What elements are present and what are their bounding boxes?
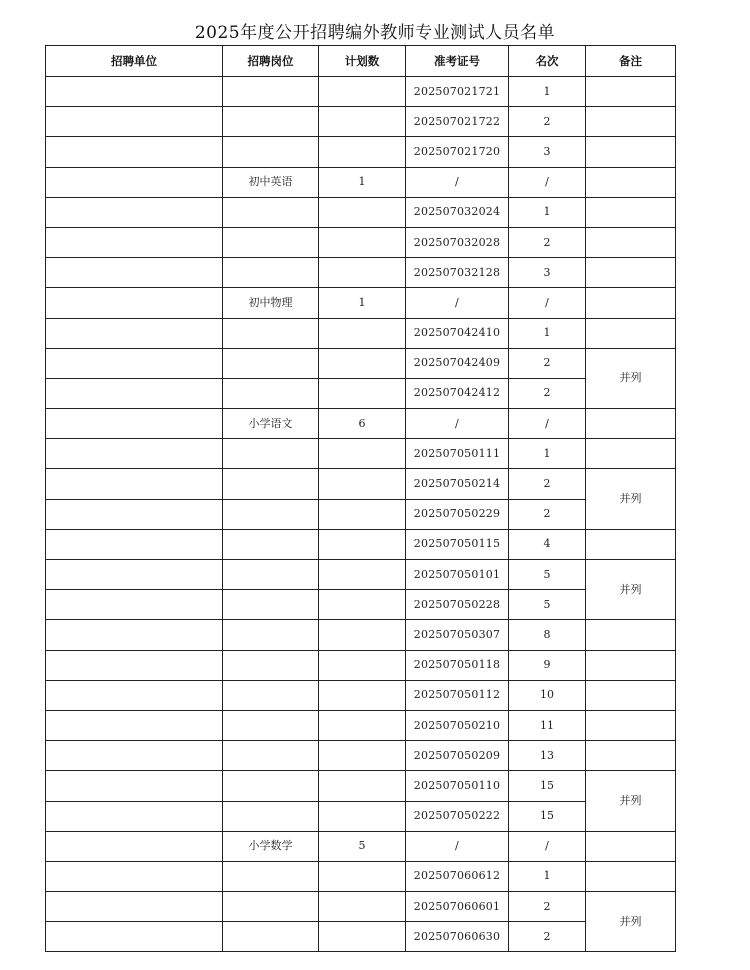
table-row [46, 560, 676, 590]
cell-post [223, 741, 319, 771]
header-remark: 备注 [586, 46, 676, 77]
cell-post [223, 499, 319, 529]
cell-ticket: 202507060601 [406, 892, 509, 922]
cell-unit [46, 409, 223, 439]
cell-plan [319, 469, 406, 499]
cell-plan [319, 650, 406, 680]
cell-plan [319, 137, 406, 167]
cell-post: 初中物理 [223, 288, 319, 318]
cell-ticket: 202507050214 [406, 469, 509, 499]
cell-remark [586, 107, 676, 137]
cell-rank: 2 [509, 499, 586, 529]
cell-remark [586, 197, 676, 227]
cell-remark [586, 529, 676, 559]
cell-rank: 9 [509, 650, 586, 680]
cell-rank: 2 [509, 227, 586, 257]
cell-rank: 2 [509, 348, 586, 378]
cell-ticket: 202507032128 [406, 258, 509, 288]
cell-rank: 2 [509, 922, 586, 952]
cell-unit [46, 801, 223, 831]
cell-rank: 2 [509, 107, 586, 137]
cell-post [223, 227, 319, 257]
cell-rank: 2 [509, 378, 586, 408]
table-row [46, 197, 676, 227]
cell-plan [319, 107, 406, 137]
cell-rank: 10 [509, 680, 586, 710]
table-header-row [46, 46, 676, 77]
cell-rank: 5 [509, 560, 586, 590]
cell-unit [46, 318, 223, 348]
cell-plan [319, 771, 406, 801]
cell-ticket: 202507042409 [406, 348, 509, 378]
cell-plan: 5 [319, 831, 406, 861]
cell-rank: 15 [509, 801, 586, 831]
header-plan: 计划数 [319, 46, 406, 77]
cell-post: 小学数学 [223, 831, 319, 861]
cell-post [223, 560, 319, 590]
cell-remark [586, 227, 676, 257]
cell-rank: 1 [509, 77, 586, 107]
cell-rank: 2 [509, 469, 586, 499]
cell-ticket: 202507050210 [406, 710, 509, 740]
cell-post [223, 378, 319, 408]
cell-rank: / [509, 167, 586, 197]
table-row [46, 892, 676, 922]
cell-post [223, 107, 319, 137]
cell-plan [319, 680, 406, 710]
cell-rank: 2 [509, 892, 586, 922]
cell-ticket: / [406, 288, 509, 318]
table-row [46, 620, 676, 650]
cell-plan [319, 801, 406, 831]
cell-remark: 并列 [586, 469, 676, 529]
table-row [46, 77, 676, 107]
table-row [46, 288, 676, 318]
cell-ticket: 202507060630 [406, 922, 509, 952]
cell-ticket: 202507032028 [406, 227, 509, 257]
table-row [46, 318, 676, 348]
cell-ticket: 202507060612 [406, 861, 509, 891]
cell-post [223, 469, 319, 499]
cell-rank: / [509, 409, 586, 439]
cell-rank: 3 [509, 258, 586, 288]
cell-plan [319, 892, 406, 922]
candidate-table [45, 45, 676, 952]
cell-ticket: 202507021720 [406, 137, 509, 167]
table-row [46, 529, 676, 559]
cell-ticket: 202507042412 [406, 378, 509, 408]
cell-plan: 1 [319, 167, 406, 197]
cell-remark [586, 318, 676, 348]
cell-post [223, 861, 319, 891]
cell-post [223, 197, 319, 227]
table-row [46, 590, 676, 620]
cell-plan [319, 922, 406, 952]
cell-rank: 1 [509, 439, 586, 469]
cell-plan [319, 77, 406, 107]
cell-ticket: 202507050229 [406, 499, 509, 529]
cell-ticket: 202507050118 [406, 650, 509, 680]
table-row [46, 409, 676, 439]
cell-unit [46, 892, 223, 922]
cell-remark [586, 439, 676, 469]
cell-ticket: 202507050222 [406, 801, 509, 831]
table-row [46, 469, 676, 499]
cell-unit [46, 922, 223, 952]
table-row [46, 107, 676, 137]
cell-post [223, 529, 319, 559]
cell-remark [586, 77, 676, 107]
cell-unit [46, 771, 223, 801]
table-row [46, 348, 676, 378]
cell-rank: 11 [509, 710, 586, 740]
cell-post [223, 771, 319, 801]
cell-unit [46, 107, 223, 137]
cell-post [223, 922, 319, 952]
cell-post [223, 680, 319, 710]
cell-remark [586, 137, 676, 167]
cell-unit [46, 590, 223, 620]
cell-unit [46, 741, 223, 771]
table-row [46, 831, 676, 861]
cell-post [223, 439, 319, 469]
cell-plan [319, 710, 406, 740]
table-row [46, 771, 676, 801]
cell-unit [46, 499, 223, 529]
cell-unit [46, 137, 223, 167]
cell-unit [46, 710, 223, 740]
cell-remark: 并列 [586, 348, 676, 408]
cell-rank: 1 [509, 197, 586, 227]
header-unit: 招聘单位 [46, 46, 223, 77]
table-row [46, 710, 676, 740]
header-rank: 名次 [509, 46, 586, 77]
cell-post [223, 892, 319, 922]
cell-plan [319, 318, 406, 348]
table-row [46, 801, 676, 831]
table-row [46, 499, 676, 529]
cell-post [223, 710, 319, 740]
table-row [46, 861, 676, 891]
cell-post [223, 77, 319, 107]
cell-ticket: 202507050101 [406, 560, 509, 590]
cell-remark [586, 620, 676, 650]
cell-ticket: / [406, 831, 509, 861]
cell-post [223, 258, 319, 288]
cell-plan [319, 861, 406, 891]
cell-remark [586, 409, 676, 439]
cell-unit [46, 680, 223, 710]
cell-ticket: 202507021722 [406, 107, 509, 137]
cell-rank: 5 [509, 590, 586, 620]
cell-remark: 并列 [586, 892, 676, 952]
cell-plan [319, 197, 406, 227]
table-row [46, 922, 676, 952]
cell-plan: 6 [319, 409, 406, 439]
cell-unit [46, 288, 223, 318]
cell-ticket: 202507050115 [406, 529, 509, 559]
cell-remark [586, 650, 676, 680]
table-row [46, 258, 676, 288]
cell-plan [319, 439, 406, 469]
cell-plan [319, 258, 406, 288]
cell-remark: 并列 [586, 771, 676, 831]
cell-remark [586, 861, 676, 891]
cell-ticket: 202507050112 [406, 680, 509, 710]
cell-remark [586, 680, 676, 710]
cell-unit [46, 861, 223, 891]
cell-unit [46, 77, 223, 107]
cell-unit [46, 227, 223, 257]
cell-unit [46, 378, 223, 408]
cell-ticket: 202507050228 [406, 590, 509, 620]
cell-ticket: 202507042410 [406, 318, 509, 348]
cell-post: 小学语文 [223, 409, 319, 439]
cell-unit [46, 348, 223, 378]
cell-remark [586, 258, 676, 288]
cell-ticket: 202507050209 [406, 741, 509, 771]
header-post: 招聘岗位 [223, 46, 319, 77]
table-row [46, 378, 676, 408]
cell-plan [319, 348, 406, 378]
cell-unit [46, 560, 223, 590]
cell-ticket: 202507032024 [406, 197, 509, 227]
cell-ticket: / [406, 409, 509, 439]
cell-remark: 并列 [586, 560, 676, 620]
table-row [46, 137, 676, 167]
table-row [46, 650, 676, 680]
cell-plan [319, 378, 406, 408]
cell-rank: 8 [509, 620, 586, 650]
cell-post [223, 620, 319, 650]
header-ticket: 准考证号 [406, 46, 509, 77]
cell-remark [586, 167, 676, 197]
cell-plan: 1 [319, 288, 406, 318]
cell-rank: 13 [509, 741, 586, 771]
cell-unit [46, 439, 223, 469]
cell-unit [46, 197, 223, 227]
cell-plan [319, 227, 406, 257]
cell-unit [46, 620, 223, 650]
table-row [46, 680, 676, 710]
cell-unit [46, 831, 223, 861]
cell-post: 初中英语 [223, 167, 319, 197]
cell-plan [319, 499, 406, 529]
cell-unit [46, 469, 223, 499]
cell-remark [586, 741, 676, 771]
table-row [46, 439, 676, 469]
cell-plan [319, 529, 406, 559]
cell-post [223, 650, 319, 680]
cell-rank: 15 [509, 771, 586, 801]
table-row [46, 167, 676, 197]
cell-ticket: 202507050307 [406, 620, 509, 650]
cell-unit [46, 650, 223, 680]
cell-unit [46, 167, 223, 197]
cell-remark [586, 710, 676, 740]
cell-post [223, 590, 319, 620]
cell-ticket: 202507050110 [406, 771, 509, 801]
cell-plan [319, 620, 406, 650]
cell-post [223, 801, 319, 831]
cell-ticket: / [406, 167, 509, 197]
cell-ticket: 202507021721 [406, 77, 509, 107]
cell-rank: / [509, 288, 586, 318]
cell-post [223, 137, 319, 167]
cell-plan [319, 741, 406, 771]
table-row [46, 741, 676, 771]
cell-post [223, 348, 319, 378]
cell-rank: 3 [509, 137, 586, 167]
cell-unit [46, 529, 223, 559]
cell-remark [586, 831, 676, 861]
cell-remark [586, 288, 676, 318]
cell-rank: 4 [509, 529, 586, 559]
cell-unit [46, 258, 223, 288]
cell-rank: 1 [509, 861, 586, 891]
cell-rank: / [509, 831, 586, 861]
table-body [46, 77, 676, 952]
cell-post [223, 318, 319, 348]
page-title: 2025年度公开招聘编外教师专业测试人员名单 [194, 23, 556, 43]
cell-ticket: 202507050111 [406, 439, 509, 469]
table-row [46, 227, 676, 257]
cell-plan [319, 590, 406, 620]
cell-rank: 1 [509, 318, 586, 348]
cell-plan [319, 560, 406, 590]
